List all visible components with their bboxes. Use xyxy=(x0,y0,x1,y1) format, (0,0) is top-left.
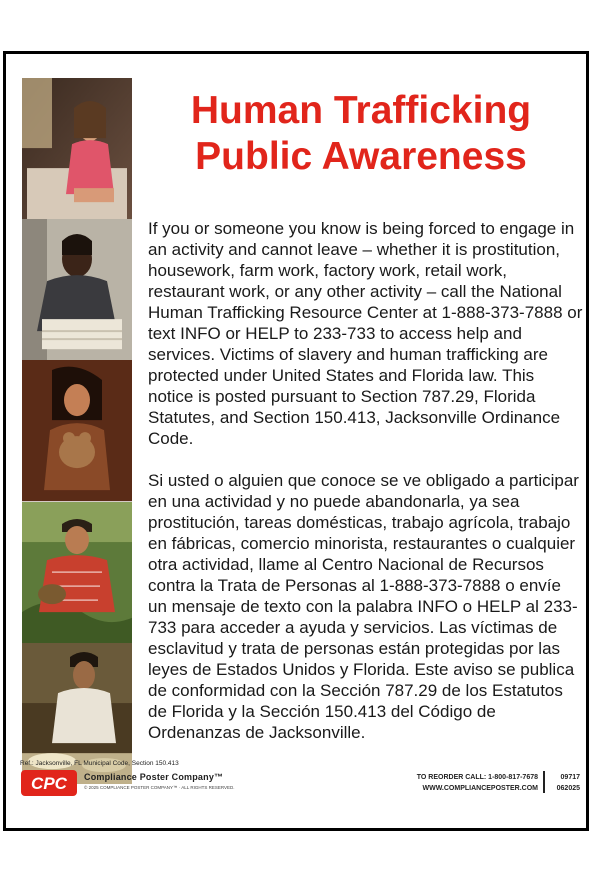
paragraph-spanish: Si usted o alguien que conoce se ve obligado a participar en una actividad y no puede abandonarla, ya sea prostitución, tareas domésticas, trabajo agrícola, trabajo en fábricas, comercio minorista, restaurantes o cualquier otra actividad, llame al Centro Nacional de Recursos contra la Trata de Personas al 1-888-373-7888 o envíe un mensaje de texto con la palabra INFO o HELP al 233-733 para acceder a ayuda y servicios. Las víctimas de esclavitud y trata de personas están protegidas por las leyes de Estados Unidos y Florida. Este aviso se publica de conformidad con la Sección 787.29 de los Estatutos de Florida y la Sección 150.413 del Código de Ordenanzas de Jacksonville. xyxy=(148,471,579,742)
title-line-2: Public Awareness xyxy=(195,135,527,178)
legal-reference: Ref.: Jacksonville, FL Municipal Code, Section 150.413 xyxy=(20,760,179,767)
logo-text: CPC xyxy=(31,774,67,793)
poster xyxy=(3,51,589,831)
website-url: WWW.COMPLIANCEPOSTER.COM xyxy=(422,785,538,792)
paragraph-english: If you or someone you know is being forced to engage in an activity and cannot leave – whether it is prostitution, housework, farm work, factory work, retail work, restaurant work, or any other activity – call the National Human Trafficking Resource Center at 1-888-373-7888 or text INFO or HELP to 233-733 to access help and services. Victims of slavery and human trafficking are protected under United States and Florida law. This notice is posted pursuant to Section 787.29, Florida Statutes, and Section 150.413, Jacksonville Ordinance Code. xyxy=(148,219,583,448)
photo-woman-with-laundry xyxy=(22,219,132,360)
poster-codes xyxy=(548,772,580,794)
cpc-logo-icon xyxy=(21,770,77,796)
company-name: Compliance Poster Company™ xyxy=(84,772,224,782)
poster-code-1: 09717 xyxy=(560,774,580,781)
title-line-1: Human Trafficking xyxy=(190,89,532,132)
photo-strip xyxy=(22,78,132,784)
photo-boy-in-field xyxy=(22,502,132,643)
photo-girl-with-teddy-bear xyxy=(22,360,132,501)
reorder-phone: TO REORDER CALL: 1-800-817-7678 xyxy=(416,774,538,781)
poster-title xyxy=(146,88,576,180)
poster-body xyxy=(148,218,584,764)
reorder-info xyxy=(356,772,538,794)
poster-code-2: 062025 xyxy=(556,785,580,792)
footer-divider xyxy=(543,771,545,793)
copyright-notice: © 2025 COMPLIANCE POSTER COMPANY™ · ALL RIGHTS RESERVED. xyxy=(84,785,235,790)
photo-girl-seated-bed xyxy=(22,78,132,219)
